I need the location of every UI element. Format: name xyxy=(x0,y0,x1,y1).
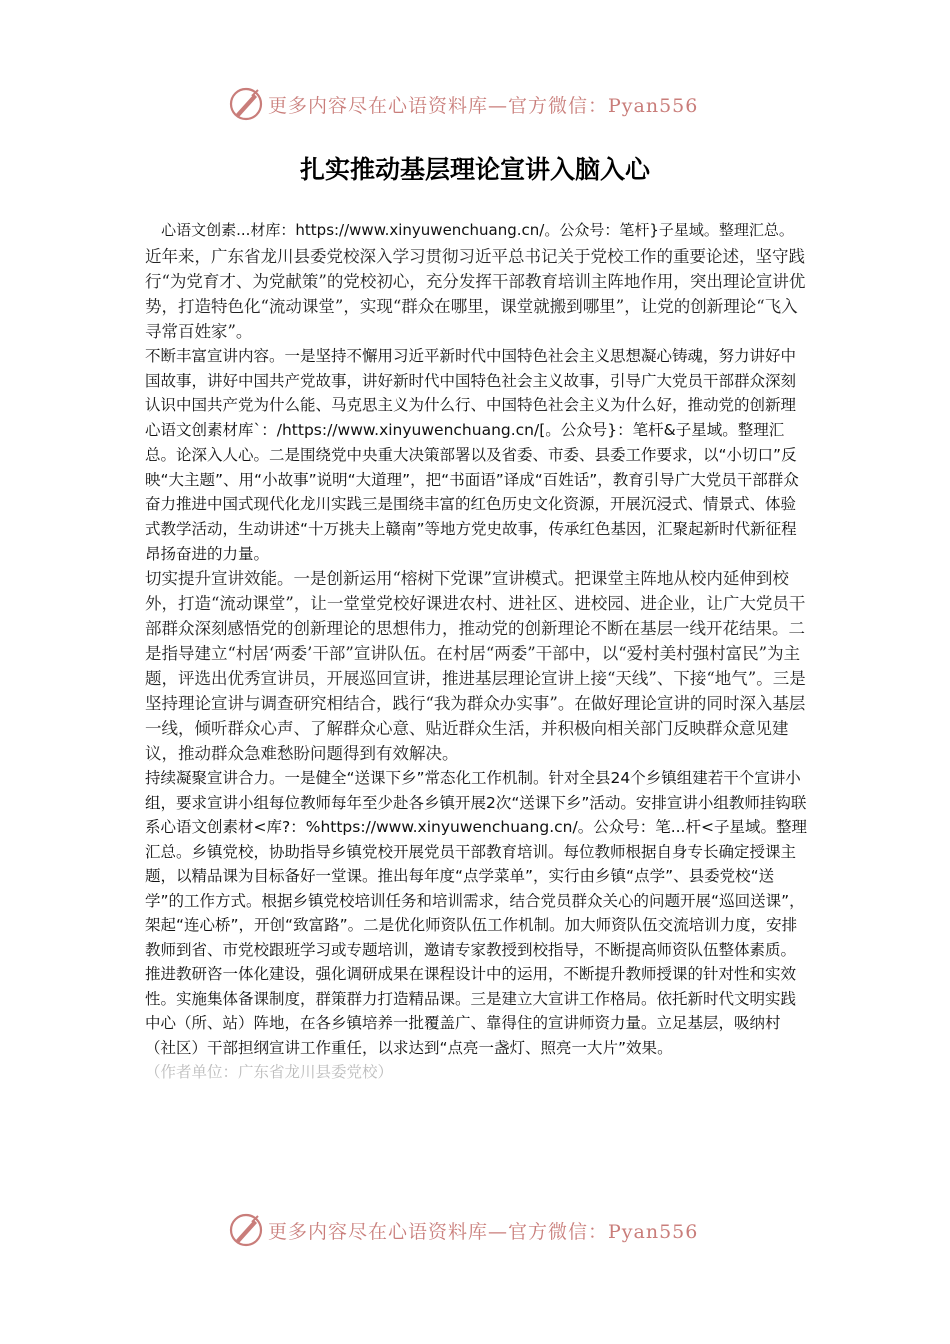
paragraph-content: 不断丰富宣讲内容。一是坚持不懈用习近平新时代中国特色社会主义思想凝心铸魂，努力讲好中国故事，讲好中国共产党故事，讲好新时代中国特色社会主义故事，引导广大党员干部群众深刻认识中国共产党为什么能、马克思主义为什么行、中国特色社会主义为什么好，推动党的创新理心语文创素材库`：/https://www.xinyuwenchuang.cn/[。公众号}：笔杆&子星域。整理汇总。论深入人心。二是围绕党中央重大决策部署以及省委、市委、县委工作要求，以“小切口”反映“大主题”、用“小故事”说明“大道理”，把“书面语”译成“百姓话”，教育引导广大党员干部群众奋力推进中国式现代化龙川实践三是围绕丰富的红色历史文化资源，开展沉浸式、情景式、体验式教学活动，生动讲述“十万挑夫上赣南”等地方党史故事，传承红色基因，汇聚起新时代新征程昂扬奋进的力量。 xyxy=(145,347,799,563)
footer-banner[interactable] xyxy=(228,1210,728,1250)
header-banner[interactable] xyxy=(228,84,728,124)
paragraph-synergy: 持续凝聚宣讲合力。一是健全“送课下乡”常态化工作机制。针对全县24个乡镇组建若干个宣讲小组，要求宣讲小组每位教师每年至少赴各乡镇开展2次“送课下乡”活动。安排宣讲小组教师挂钩联系心语文创素材<库?：%https://www.xinyuwenchuang.cn/。公众号：笔...杆<子星域。整理汇总。乡镇党校，协助指导乡镇党校开展党员干部教育培训。每位教师根据自身专长确定授课主题，以精品课为目标备好一堂课。推出每年度“点学菜单”，实行由乡镇“点学”、县委党校“送学”的工作方式。根据乡镇党校培训任务和培训需求，结合党员群众关心的问题开展“巡回送课”，架起“连心桥”，开创“致富路”。二是优化师资队伍工作机制。加大师资队伍交流培训力度，安排教师到省、市党校跟班学习或专题培训，邀请专家教授到校指导，不断提高师资队伍整体素质。推进教研咨一体化建设，强化调研成果在课程设计中的运用，不断提升教师授课的针对性和实效性。实施集体备课制度，群策群力打造精品课。三是建立大宣讲工作格局。依托新时代文明实践中心（所、站）阵地，在各乡镇培养一批覆盖广、靠得住的宣讲师资力量。立足基层，吸纳村（社区）干部担纲宣讲工作重任，以求达到“点亮一盏灯、照亮一大片”效果。 xyxy=(145,769,807,1057)
source-line: 心语文创素...材库：https://www.xinyuwenchuang.cn/。公众号：笔杆}子星域。整理汇总。 xyxy=(161,221,794,239)
pen-logo-icon xyxy=(228,86,264,122)
page-title: 扎实推动基层理论宣讲入脑入心 xyxy=(299,155,650,184)
banner-text: 更多内容尽在心语资料库—官方微信：Pyan556 xyxy=(268,1220,699,1243)
article-body xyxy=(145,218,810,1084)
banner-text: 更多内容尽在心语资料库—官方微信：Pyan556 xyxy=(268,94,699,117)
author-line: （作者单位：广东省龙川县委党校） xyxy=(145,1063,394,1082)
paragraph-intro: 近年来，广东省龙川县委党校深入学习贯彻习近平总书记关于党校工作的重要论述，坚守践行“为党育才、为党献策”的党校初心，充分发挥干部教育培训主阵地作用，突出理论宣讲优势，打造特色化“流动课堂”，实现“群众在哪里，课堂就搬到哪里”，让党的创新理论“飞入寻常百姓家”。 xyxy=(145,247,806,341)
pen-logo-icon xyxy=(228,1212,264,1248)
paragraph-effectiveness: 切实提升宣讲效能。一是创新运用“榕树下党课”宣讲模式。把课堂主阵地从校内延伸到校外，打造“流动课堂”，让一堂堂党校好课进农村、进社区、进校园、进企业，让广大党员干部群众深刻感悟党的创新理论的思想伟力，推动党的创新理论不断在基层一线开花结果。二是指导建立“村居‘两委’干部”宣讲队伍。在村居“两委”干部中，以“爱村美村强村富民”为主题，评选出优秀宣讲员，开展巡回宣讲，推进基层理论宣讲上接“天线”、下接“地气”。三是坚持理论宣讲与调查研究相结合，践行“我为群众办实事”。在做好理论宣讲的同时深入基层一线，倾听群众心声、了解群众心意、贴近群众生活，并积极向相关部门反映群众意见建议，推动群众急难愁盼问题得到有效解决。 xyxy=(145,569,806,764)
